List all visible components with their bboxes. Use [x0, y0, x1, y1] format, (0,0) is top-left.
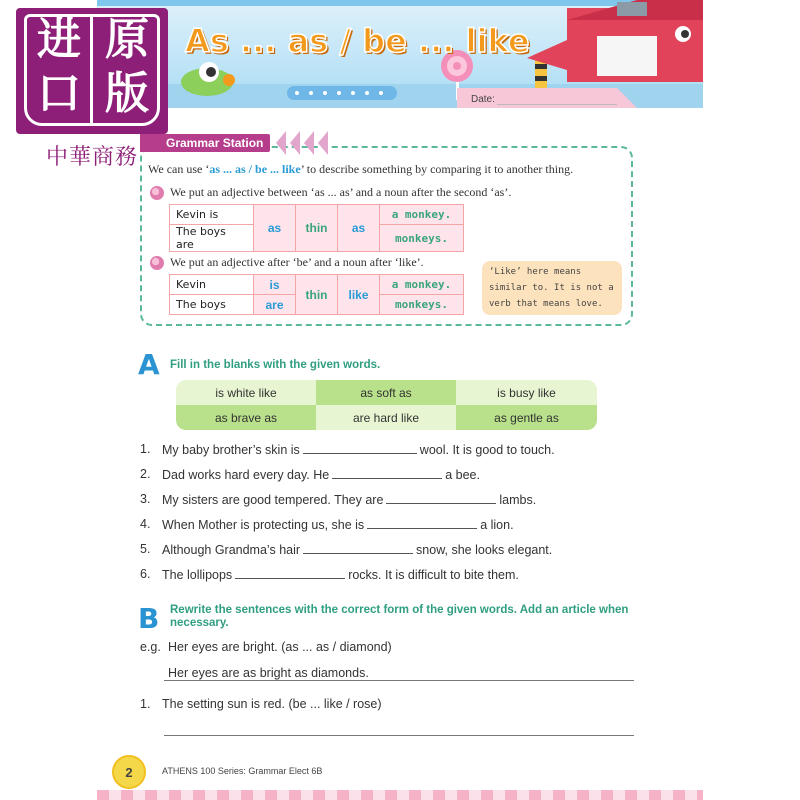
word-bank — [176, 380, 597, 430]
section-b-letter: B — [138, 602, 160, 635]
series-title: ATHENS 100 Series: Grammar Elect 6B — [162, 766, 323, 776]
answer-blank[interactable] — [332, 467, 442, 479]
table-like: like — [338, 275, 380, 315]
grammar-intro — [148, 162, 573, 177]
question-number: 6. — [140, 567, 151, 581]
question-number: 4. — [140, 517, 151, 531]
question-before: My sisters are good tempered. They are — [162, 493, 384, 507]
example-question: Her eyes are bright. (as ... as / diamond) — [168, 640, 392, 654]
section-a-letter: A — [138, 348, 160, 381]
rule-2: We put an adjective after ‘be’ and a noun after ‘like’. — [170, 255, 424, 269]
table-noun: a monkey. — [380, 275, 464, 295]
answer-blank[interactable] — [303, 442, 417, 454]
question-number: 1. — [140, 442, 151, 456]
question-after: snow, she looks elegant. — [416, 543, 553, 557]
question-number: 5. — [140, 542, 151, 556]
page-number: 2 — [112, 755, 146, 789]
page-title: As ... as / be ... like — [185, 22, 530, 60]
table-adjective: thin — [296, 205, 338, 252]
table-noun: monkeys. — [380, 295, 464, 315]
intro-highlight: as ... as / be ... like — [209, 162, 301, 176]
table-verb: are — [254, 295, 296, 315]
table-subject: Kevin — [170, 275, 254, 295]
intro-text: We can use ‘ — [148, 162, 210, 176]
example-answer: Her eyes are as bright as diamonds. — [168, 666, 369, 680]
word-bank-item: as brave as — [176, 405, 316, 430]
answer-line[interactable] — [164, 680, 634, 681]
chevron-icon — [290, 131, 300, 155]
grammar-table-2 — [169, 274, 464, 315]
question-text — [162, 517, 514, 532]
question-after: rocks. It is difficult to bite them. — [348, 568, 519, 582]
answer-blank[interactable] — [367, 517, 477, 529]
section-b-instruction: Rewrite the sentences with the correct form of the given words. Add an article when necessary. — [170, 604, 629, 629]
question-text — [162, 567, 519, 582]
stamp-char: 原 — [105, 14, 149, 65]
word-bank-item: are hard like — [316, 405, 456, 430]
question-text — [162, 542, 552, 557]
example-label: e.g. — [140, 640, 161, 654]
table-subject: The boys — [170, 295, 254, 315]
table-noun: a monkey. — [380, 205, 464, 225]
question-text — [162, 467, 480, 482]
table-row — [170, 275, 464, 295]
question-after: lambs. — [499, 493, 537, 507]
answer-line[interactable] — [164, 735, 634, 736]
date-field-line[interactable] — [497, 104, 617, 105]
table-adjective: thin — [296, 275, 338, 315]
rule-1: We put an adjective between ‘as ... as’ and a noun after the second ‘as’. — [170, 185, 512, 199]
question-before: When Mother is protecting us, she is — [162, 518, 365, 532]
answer-blank[interactable] — [303, 542, 413, 554]
word-bank-item: as gentle as — [456, 405, 597, 430]
word-bank-item: is white like — [176, 380, 316, 405]
table-subject: Kevin is — [170, 205, 254, 225]
grammar-station-label: Grammar Station — [166, 136, 264, 150]
stamp-subtitle: 中華商務 — [45, 145, 138, 170]
answer-blank[interactable] — [386, 492, 496, 504]
table-as-1: as — [254, 205, 296, 252]
lollipop-bullet-icon — [150, 186, 164, 200]
question-text — [162, 442, 555, 457]
question-text: The setting sun is red. (be ... like / rose) — [162, 697, 382, 711]
answer-blank[interactable] — [235, 567, 345, 579]
word-bank-item: is busy like — [456, 380, 597, 405]
date-label: Date: — [471, 94, 495, 105]
section-a-instruction: Fill in the blanks with the given words. — [170, 359, 381, 371]
word-bank-item: as soft as — [316, 380, 456, 405]
stamp-char: 版 — [105, 68, 149, 119]
green-creature-icon — [181, 62, 235, 96]
chevron-icon — [276, 131, 286, 155]
question-before: The lollipops — [162, 568, 233, 582]
question-before: My baby brother’s skin is — [162, 443, 300, 457]
table-as-2: as — [338, 205, 380, 252]
table-noun: monkeys. — [380, 225, 464, 252]
lollipop-bullet-icon — [150, 256, 164, 270]
table-row — [170, 205, 464, 225]
publisher-stamp-logo — [16, 8, 168, 168]
question-before: Although Grandma’s hair — [162, 543, 301, 557]
header-banner — [97, 0, 703, 108]
footer-strip — [97, 790, 703, 800]
stamp-char: 口 — [37, 68, 81, 119]
intro-text: ’ to describe something by comparing it to another thing. — [300, 162, 574, 176]
question-number: 1. — [140, 697, 151, 711]
question-number: 3. — [140, 492, 151, 506]
note-box: ‘Like’ here means similar to. It is not a verb that means love. — [482, 261, 622, 315]
stamp-char: 进 — [37, 14, 81, 65]
table-verb: is — [254, 275, 296, 295]
grammar-table-1 — [169, 204, 464, 252]
chevron-icon — [318, 131, 328, 155]
question-number: 2. — [140, 467, 151, 481]
question-after: a lion. — [480, 518, 514, 532]
book-spine — [90, 16, 93, 124]
question-after: wool. It is good to touch. — [419, 443, 555, 457]
chevron-icon — [304, 131, 314, 155]
red-robot-dragon-icon — [527, 0, 703, 82]
question-after: a bee. — [445, 468, 480, 482]
table-subject: The boys are — [170, 225, 254, 252]
question-text — [162, 492, 536, 507]
question-before: Dad works hard every day. He — [162, 468, 330, 482]
